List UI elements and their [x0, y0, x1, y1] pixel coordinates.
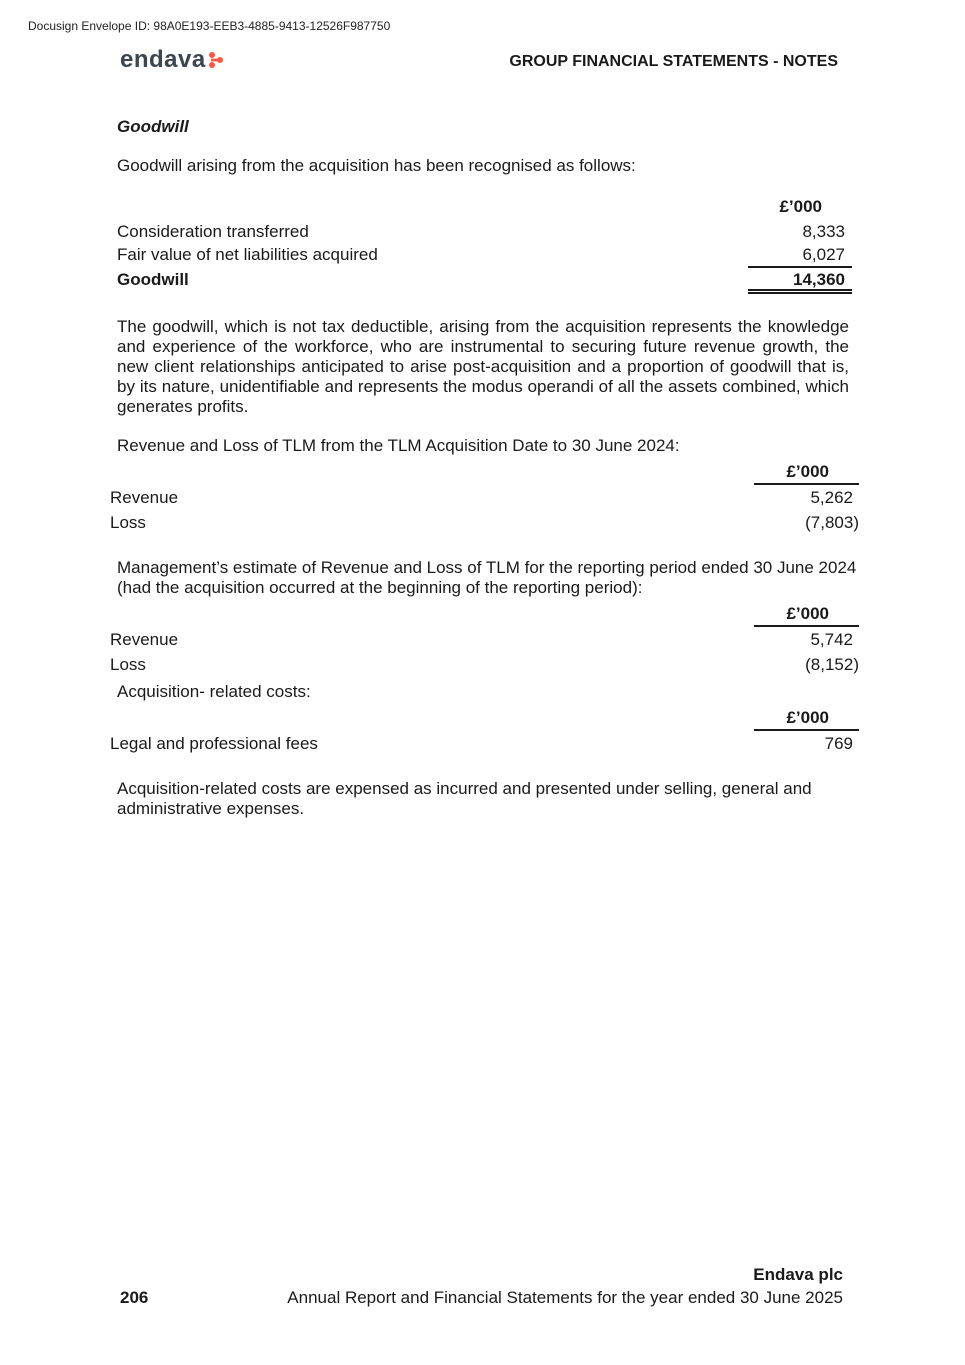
footer-report-title: Annual Report and Financial Statements for the year ended 30 June 2025 [287, 1288, 843, 1307]
estimate-row-value: 5,742 [810, 630, 853, 649]
total-double-rule-bottom [748, 292, 852, 294]
costs-column-header: £’000 [786, 708, 829, 727]
estimate-row-label: Revenue [110, 630, 179, 649]
tlm-period-intro: Revenue and Loss of TLM from the TLM Acquisition Date to 30 June 2024: [117, 436, 680, 455]
tlm-row-label: Loss [110, 513, 146, 532]
goodwill-total-value: 14,360 [793, 270, 845, 289]
costs-row-value: 769 [824, 734, 853, 753]
footer-company: Endava plc [753, 1265, 843, 1284]
endava-logo [120, 47, 224, 73]
goodwill-row-value: 6,027 [802, 245, 845, 264]
column-header-rule [754, 625, 859, 627]
tlm-row-value: (7,803) [805, 513, 859, 532]
tlm-row-label: Revenue [110, 488, 179, 507]
goodwill-row-label: Fair value of net liabilities acquired [117, 245, 378, 264]
goodwill-row-value: 8,333 [802, 222, 845, 241]
tlm-column-header: £’000 [786, 462, 829, 481]
page-header-title: GROUP FINANCIAL STATEMENTS - NOTES [509, 53, 838, 70]
goodwill-row-label: Consideration transferred [117, 222, 309, 241]
column-header-rule [754, 729, 859, 731]
subtotal-rule [748, 266, 852, 268]
section-intro: Goodwill arising from the acquisition has been recognised as follows: [117, 156, 636, 175]
costs-row-label: Legal and professional fees [110, 734, 318, 753]
total-double-rule-top [748, 289, 852, 291]
acquisition-costs-intro: Acquisition- related costs: [117, 682, 311, 701]
estimate-row-label: Loss [110, 655, 146, 674]
management-estimate-intro: Management’s estimate of Revenue and Loss of TLM for the reporting period ended 30 June 2024 (had the acquisition occurred at the beginning of the reporting period): [117, 558, 857, 597]
goodwill-column-header: £’000 [779, 197, 822, 216]
logo-mark-icon [208, 51, 224, 69]
goodwill-explanation: The goodwill, which is not tax deductible, arising from the acquisition represents the knowledge and experience of the workforce, who are instrumental to securing future revenue growth, the new client relationships anticipated to arise post-acquisition and a proportion of goodwill that is, by its nature, unidentifiable and represents the modus operandi of all the assets combined, which generates profits. [117, 317, 849, 416]
goodwill-total-label: Goodwill [117, 270, 189, 289]
tlm-row-value: 5,262 [810, 488, 853, 507]
estimate-row-value: (8,152) [805, 655, 859, 674]
logo-text: endava [120, 46, 206, 73]
estimate-column-header: £’000 [786, 604, 829, 623]
section-heading: Goodwill [117, 117, 189, 136]
page-number: 206 [120, 1288, 149, 1307]
envelope-id: Docusign Envelope ID: 98A0E193-EEB3-4885-9413-12526F987750 [28, 19, 391, 33]
acquisition-costs-note: Acquisition-related costs are expensed as incurred and presented under selling, general and administrative expenses. [117, 779, 812, 818]
column-header-rule [754, 483, 859, 485]
